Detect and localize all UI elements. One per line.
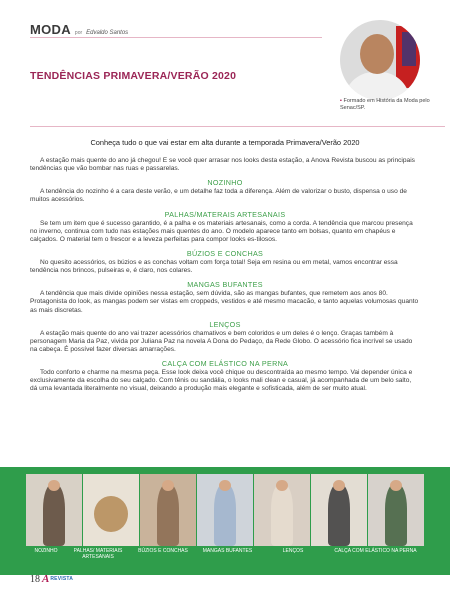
- trend-photos: [26, 474, 424, 546]
- page-footer: [30, 573, 73, 585]
- header-divider: [30, 37, 322, 38]
- author-caption-text: Formado em História da Moda pelo Senac/SP.: [340, 98, 430, 111]
- paragraph-mangas: A tendência que mais divide opiniões nessa estação, sem dúvida, são as mangas bufantes, que remetem aos anos 80. Protagonista do look, as mangas podem ser vistas em croppeds, vestidos e até mesmo macacão, e tanto aquelas volumosas quanto as mais discretas.: [30, 290, 419, 314]
- subheading-mangas: MANGAS BUFANTES: [187, 280, 263, 290]
- author-photo: [340, 20, 420, 100]
- paragraph-calca: Todo conforto e charme na mesma peça. Esse look deixa você chique ou descontraída ao mesmo tempo. Vai depender única e exclusivamente da escolha do seu calçado. Com tênis ou sandália, o looks mali clean e casual, já acompanhada de um belo salto, dá uma levantada literalmente no visual, deixando a produção mais elegante e sofisticada, além de ser muito atual.: [30, 369, 413, 393]
- paragraph-nozinho: A tendência do nozinho é a cara deste verão, e um detalhe faz toda a diferença. Além de valorizar o busto, dispensa o uso de muitos acessórios.: [30, 188, 407, 204]
- photo-mangas: [197, 474, 253, 546]
- subheading-buzios: BÚZIOS E CONCHAS: [186, 248, 264, 258]
- photo-calca-2: [368, 474, 424, 546]
- label-buzios: BÚZIOS E CONCHAS: [138, 548, 188, 554]
- opening-paragraph: A estação mais quente do ano já chegou! E se você quer arrasar nos looks desta estação, a Anova Revista buscou as principais tendências que vão bombar nas ruas e passarelas.: [30, 157, 415, 173]
- subheading-nozinho: NOZINHO: [207, 178, 243, 188]
- label-palhas: PALHAS/ MATERIAIS ARTESANAIS: [73, 548, 123, 560]
- paragraph-palhas: Se tem um item que é sucesso garantido, é a palha e os materiais artesanais, como a corda. A tendência que marcou presença no inverno, continua com tudo nas estações mais quentes do ano. O modelo aparece tanto em bolsas, quanto em chapéus e calçados. O material tem o frescor e a leveza perfeitas para compor looks es-tilosos.: [30, 219, 413, 243]
- subheading-lencos: LENÇOS: [209, 319, 241, 329]
- label-nozinho: NOZINHO: [34, 548, 58, 554]
- author-name: Edvaldo Santos: [86, 30, 129, 36]
- subheading-palhas: PALHAS/MATERAIS ARTESANAIS: [164, 209, 286, 219]
- headline-divider: [30, 126, 445, 127]
- photo-nozinho: [26, 474, 82, 546]
- byline-prefix: por: [74, 30, 83, 36]
- label-lencos: LENÇOS: [282, 548, 304, 554]
- logo-word: REVISTA: [50, 576, 74, 582]
- photo-palhas: [83, 474, 139, 546]
- subheading-calca: CALÇA COM ELÁSTICO NA PERNA: [161, 358, 289, 368]
- bullet-icon: ▪: [340, 98, 342, 104]
- article-body: [30, 139, 420, 393]
- paragraph-buzios: No quesito acessórios, os búzios e as conchas voltam com força total! Seja em resina ou em metal, vamos encontrar essa tendência nos brincos, pulseiras e, é claro, nos colares.: [30, 259, 398, 275]
- author-caption: [340, 98, 430, 112]
- article-headline: TENDÊNCIAS PRIMAVERA/VERÃO 2020: [30, 70, 237, 82]
- article-intro: Conheça tudo o que vai estar em alta durante a temporada Primavera/Verão 2020: [90, 138, 360, 147]
- magazine-logo: [42, 573, 73, 585]
- page-number: 18: [30, 573, 40, 585]
- logo-letter: A: [42, 573, 50, 585]
- section-name: MODA: [30, 22, 71, 37]
- photo-lencos: [254, 474, 310, 546]
- photo-buzios: [140, 474, 196, 546]
- label-mangas: MANGAS BUFANTES: [202, 548, 253, 554]
- photo-labels: [26, 548, 424, 560]
- label-calca: CALÇA COM ELÁSTICO NA PERNA: [334, 548, 417, 554]
- paragraph-lencos: A estação mais quente do ano vai trazer acessórios chamativos e bem coloridos e um deles é o lenço. Graças também à personagem Maria da Paz, vivida por Juliana Paz na novela A Dona do Pedaço, da Rede Globo. O acessório fica incrível se usado na cabeça. É possível fazer diversas amarrações.: [30, 329, 413, 353]
- section-header: [30, 22, 128, 37]
- photo-calca-1: [311, 474, 367, 546]
